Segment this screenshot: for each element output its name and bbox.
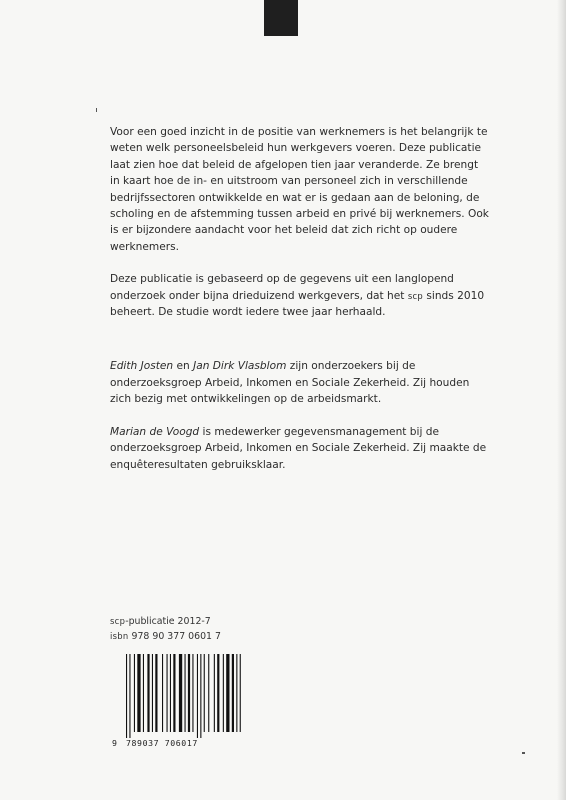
barcode-bars <box>112 654 244 738</box>
barcode-bar <box>167 654 168 732</box>
isbn-barcode: 9 789037 706017 <box>112 654 244 758</box>
barcode-bar <box>240 654 241 732</box>
barcode-bar <box>197 654 198 738</box>
barcode-bar <box>137 654 140 732</box>
top-binding-tab <box>264 0 298 36</box>
cover-text <box>110 124 490 489</box>
barcode-bar <box>173 654 175 732</box>
scp-abbreviation: scp <box>407 290 423 301</box>
barcode-bar <box>208 654 209 732</box>
publication-number: scp-publicatie 2012-7 <box>110 616 211 627</box>
barcode-bar <box>126 654 127 738</box>
barcode-bar <box>226 654 229 732</box>
barcode-bar <box>162 654 163 732</box>
barcode-bar <box>200 654 201 738</box>
isbn-line: isbn 978 90 377 0601 7 <box>110 631 221 642</box>
summary-paragraph: Voor een goed inzicht in de positie van werknemers is het belangrijk te weten welk personeelsbeleid hun werkgevers voeren. Deze publicatie laat zien hoe dat beleid de afgelopen tien jaar veranderde. Ze brengt in kaart hoe de in- en uitstroom van personeel zich in verschillende bedrijfssectoren ontwikkelde en wat er is gedaan aan de beloning, de scholing en de afstemming tussen arbeid en privé bij werknemers. Ook is er bijzondere aandacht voor het beleid dat zich richt op oudere werknemers. <box>110 126 489 253</box>
speck <box>522 752 525 754</box>
publication-meta <box>110 614 410 644</box>
page-edge-shadow <box>557 0 566 800</box>
barcode-bar <box>217 654 219 732</box>
barcode-bar <box>232 654 234 732</box>
barcode-bar <box>170 654 171 732</box>
barcode-bar <box>223 654 224 732</box>
barcode-bar <box>152 654 153 732</box>
barcode-bar <box>147 654 149 732</box>
barcode-bar <box>134 654 135 732</box>
speck <box>96 108 97 112</box>
contributor-paragraph: Marian de Voogd is medewerker gegevensmanagement bij de onderzoeksgroep Arbeid, Inkomen en Sociale Zekerheid. Zij maakte de enquêteresultaten gebruiksklaar. <box>110 425 487 471</box>
author-name: Edith Josten <box>110 360 174 373</box>
barcode-bar <box>143 654 144 732</box>
source-paragraph: Deze publicatie is gebaseerd op de gegevens uit een langlopend onderzoek onder bijna drieduizend werkgevers, dat het scp sinds 2010 beheert. De studie wordt iedere twee jaar herhaald. <box>110 273 485 319</box>
barcode-bar <box>204 654 205 732</box>
author-name: Jan Dirk Vlasblom <box>193 360 287 373</box>
author-name: Marian de Voogd <box>110 425 200 438</box>
barcode-bar <box>214 654 215 732</box>
barcode-bar <box>185 654 186 732</box>
authors-paragraph: Edith Josten en Jan Dirk Vlasblom zijn onderzoekers bij de onderzoeksgroep Arbeid, Inkomen en Sociale Zekerheid. Zij houden zich bezig met ontwikkelingen op de arbeidsmarkt. <box>110 360 470 406</box>
barcode-bar <box>192 654 193 732</box>
barcode-bar <box>188 654 190 732</box>
barcode-bar <box>129 654 130 738</box>
barcode-bar <box>236 654 237 732</box>
barcode-bar <box>155 654 157 732</box>
barcode-bar <box>179 654 182 732</box>
